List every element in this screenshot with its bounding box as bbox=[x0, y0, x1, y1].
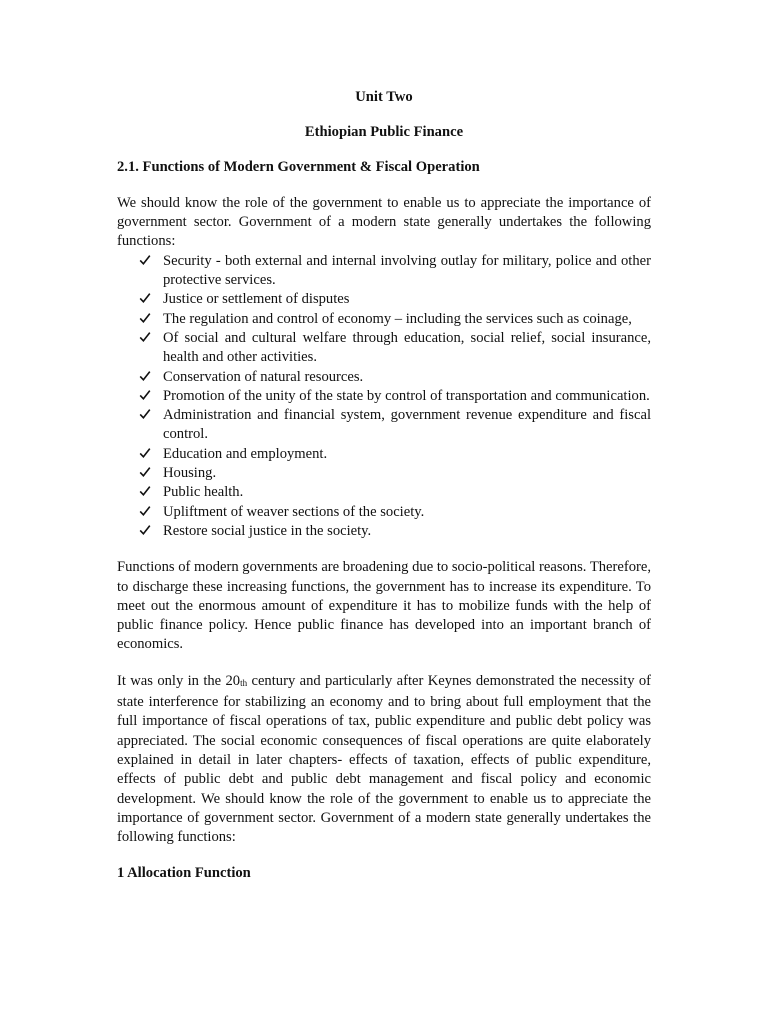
list-item bbox=[117, 483, 651, 502]
list-item bbox=[117, 503, 651, 522]
checkmark-icon bbox=[138, 503, 152, 522]
list-item-text: Justice or settlement of disputes bbox=[163, 291, 350, 308]
checkmark-icon bbox=[138, 310, 152, 329]
checkmark-icon bbox=[138, 290, 152, 309]
list-item-text: Conservation of natural resources. bbox=[163, 368, 364, 385]
unit-title: Unit Two bbox=[355, 89, 413, 105]
list-item bbox=[117, 368, 651, 387]
list-item-text: Promotion of the unity of the state by control of transportation and communication. bbox=[163, 387, 650, 404]
list-item-text: Of social and cultural welfare through education, social relief, social insurance, health and other activities. bbox=[163, 329, 651, 366]
checkmark-icon bbox=[138, 368, 152, 387]
checkmark-icon bbox=[138, 483, 152, 502]
ordinal-suffix: th bbox=[240, 677, 248, 688]
checkmark-icon bbox=[138, 252, 152, 271]
allocation-function-heading: 1 Allocation Function bbox=[117, 865, 251, 882]
checkmark-icon bbox=[138, 406, 152, 425]
list-item bbox=[117, 252, 651, 291]
checkmark-icon bbox=[138, 329, 152, 348]
list-item bbox=[117, 329, 651, 368]
list-item-text: Security - both external and internal involving outlay for military, police and other protective services. bbox=[163, 252, 651, 289]
checkmark-icon bbox=[138, 387, 152, 406]
functions-checklist bbox=[117, 252, 651, 541]
checkmark-icon bbox=[138, 445, 152, 464]
list-item-text: Education and employment. bbox=[163, 445, 328, 462]
paragraph-keynes-rest: century and particularly after Keynes demonstrated the necessity of state interference for stabilizing an economy and to bring about full employment that the full importance of fiscal operations of tax, public expenditure and public debt policy was appreciated. The social economic consequences of fiscal operations are quite elaborately explained in detail in later chapters- effects of taxation, effects of public expenditure, effects of public debt and public debt management and fiscal policy and economic development. We should know the role of the government to enable us to appreciate the importance of government sector. Government of a modern state generally undertakes the following functions: bbox=[117, 672, 651, 846]
section-heading: 2.1. Functions of Modern Government & Fiscal Operation bbox=[117, 158, 480, 175]
paragraph-keynes-start: It was only in the 20 bbox=[117, 672, 241, 689]
list-item bbox=[117, 387, 651, 406]
list-item-text: Housing. bbox=[163, 465, 217, 482]
list-item bbox=[117, 464, 651, 483]
list-item-text: The regulation and control of economy – including the services such as coinage, bbox=[163, 310, 632, 327]
list-item bbox=[117, 522, 651, 541]
list-item-text: Administration and financial system, government revenue expenditure and fiscal control. bbox=[163, 407, 651, 443]
checkmark-icon bbox=[138, 522, 152, 541]
list-item bbox=[117, 406, 651, 445]
list-item bbox=[117, 290, 651, 309]
list-item bbox=[117, 310, 651, 329]
intro-paragraph: We should know the role of the government to enable us to appreciate the importance of government sector. Government of a modern state generally undertakes the following functions: bbox=[117, 194, 651, 250]
document-title: Ethiopian Public Finance bbox=[304, 124, 464, 141]
paragraph-broadening-functions: Functions of modern governments are broadening due to socio-political reasons. Therefore, to discharge these increasing functions, the government has to increase its expenditure. To meet out the enormous amount of expenditure it has to mobilize funds with the help of public finance policy. Hence public finance has developed into an important branch of economics. bbox=[117, 559, 651, 653]
list-item-text: Public health. bbox=[163, 484, 244, 501]
document-body bbox=[117, 88, 651, 884]
list-item-text: Restore social justice in the society. bbox=[163, 522, 372, 539]
paragraph-keynes bbox=[117, 672, 651, 848]
list-item bbox=[117, 445, 651, 464]
list-item-text: Upliftment of weaver sections of the society. bbox=[163, 503, 425, 520]
checkmark-icon bbox=[138, 464, 152, 483]
